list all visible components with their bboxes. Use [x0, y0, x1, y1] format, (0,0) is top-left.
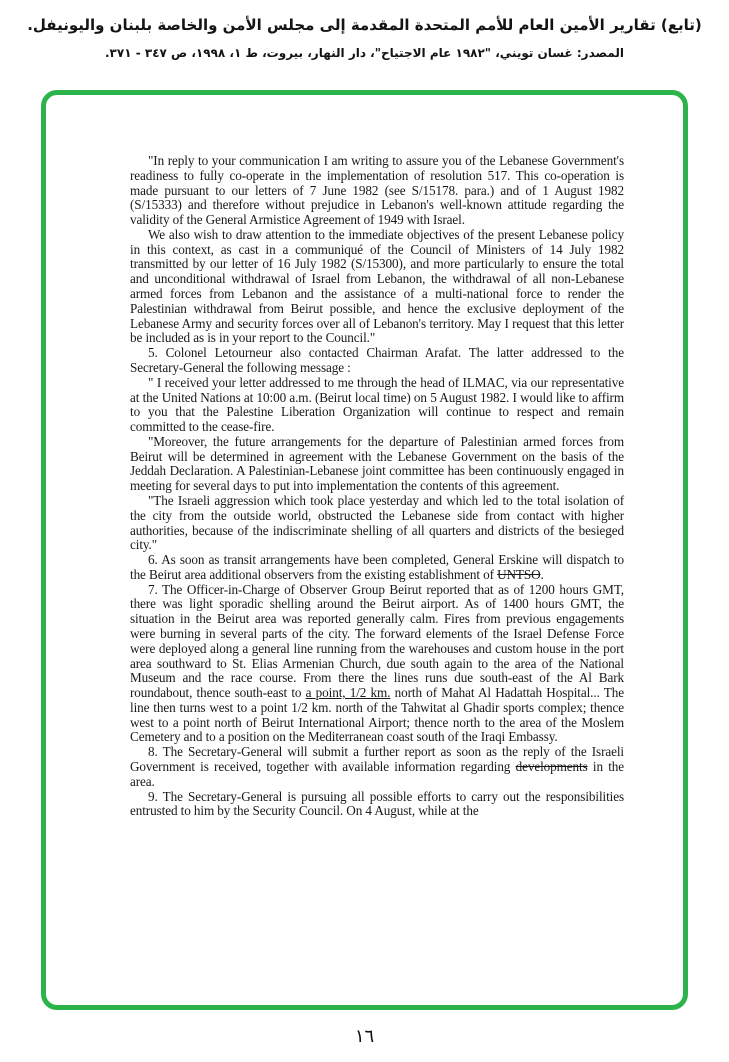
page-number: ١٦ — [354, 1026, 375, 1047]
header-title-arabic: (تابع) تقارير الأمين العام للأمم المتحدة المقدمة إلى مجلس الأمن والخاصة بلبنان واليونيفل. — [27, 16, 702, 34]
header-source-arabic: المصدر: غسان تويني، "١٩٨٢ عام الاجتياح"، دار النهار، بيروت، ط ١، ١٩٩٨، ص ٣٤٧ - ٣٧١. — [104, 45, 624, 60]
paragraph-4 — [130, 376, 624, 435]
paragraph-9-post: in the area. — [130, 759, 625, 789]
paragraph-1-text: "In reply to your communication I am writing to assure you of the Lebanese Government's readiness to fully co-operate in the implementation of resolution 517. This co-operation is made pursuant to our letters of 7 June 1982 (see S/15178. para.) and of 1 August 1982 (S/15333) and therefore without prejudice in Lebanon's well-known attitude regarding the validity of the General Armistice Agreement of 1949 with Israel. — [130, 153, 624, 228]
paragraph-4-text: " I received your letter addressed to me through the head of ILMAC, via our representative at the United Nations at 10:00 a.m. (Beirut local time) on 5 August 1982. I would like to affirm to you that the Palestine Liberation Organization will continue to respect and remain committed to the cease-fire. — [130, 374, 624, 435]
paragraph-7 — [130, 553, 624, 583]
paragraph-5 — [130, 435, 624, 494]
paragraph-8-underlined-text: a point, 1/2 km. — [305, 685, 391, 701]
paragraph-7-pre: 6. As soon as transit arrangements have been completed, General Erskine will dispatch to the Beirut area additional observers from the existing establishment of — [130, 552, 624, 582]
paragraph-8-post: north of Mahat Al Hadattah Hospital... The line then turns west to a point 1/2 km. north of the Tahwitat al Ghadir sports complex; thence west to a point north of Beirut International Airport; thence north to the area of the Moslem Cemetery and to a position on the Mediterranean coast south of the Iraqi Embassy. — [130, 685, 624, 745]
paragraph-9-pre: 8. The Secretary-General will submit a further report as soon as the reply of the Israeli Government is received, together with available information regarding — [130, 744, 624, 775]
paragraph-10 — [130, 790, 624, 820]
paragraph-7-post: . — [540, 566, 544, 582]
paragraph-8-pre: 7. The Officer-in-Charge of Observer Group Beirut reported that as of 1200 hours GMT, there was light sporadic shelling around the Beirut airport. As of 1400 hours GMT, the situation in the Beirut area was reported generally calm. Fires from previous engagements were burning in several parts of the city. The forward elements of the Israel Defense Force were deployed along a general line running from the warehouses and custom house in the port area southward to St. Elias Armenian Church, due south again to the area of the National Museum and the race course. From there the lines runs due south-east of the Al Bark roundabout, thence south-east to — [130, 581, 624, 701]
paragraph-3-text: 5. Colonel Letourneur also contacted Chairman Arafat. The latter addressed to the Secretary-General the following message : — [130, 345, 624, 375]
paragraph-9 — [130, 745, 624, 789]
paragraph-6 — [130, 494, 624, 553]
paragraph-10-text: 9. The Secretary-General is pursuing all possible efforts to carry out the responsibilities entrusted to him by the Security Council. On 4 August, while at the — [130, 788, 624, 819]
paragraph-7-struck-word: UNTSO — [497, 566, 541, 582]
paragraph-2 — [130, 228, 624, 346]
paragraph-8 — [130, 583, 624, 746]
paragraph-6-text: "The Israeli aggression which took place yesterday and which led to the total isolation of the city from the outside world, obstructed the Lebanese side from contact with higher authorities, because of the indiscriminate shelling of all quarters and districts of the besieged city." — [130, 492, 624, 553]
paragraph-1 — [130, 154, 624, 228]
arabic-header — [0, 16, 729, 61]
paragraph-2-text: We also wish to draw attention to the immediate objectives of the present Lebanese policy in this context, as cast in a communiqué of the Council of Ministers of 14 July 1982 transmitted by our letter of 16 July 1982 (S/15300), and more particularly to ensure the total and unconditional withdrawal of Israel from Lebanon, the withdrawal of all non-Lebanese armed forces from Lebanon and the assistance of a multi-national force to render the Palestinian withdrawal from Beirut possible, and hence the exclusive deployment of the Lebanese Army and security forces over all of Lebanon's territory. May I request that this letter be included as is in your report to the Council." — [130, 226, 624, 346]
paragraph-9-struck-word: developments — [515, 759, 588, 775]
paragraph-5-text: "Moreover, the future arrangements for the departure of Palestinian armed forces from Beirut will be determined in agreement with the Lebanese Government on the basis of the Jeddah Declaration. A Palestinian-Lebanese joint committee has been continuously engaged in meeting for several days to put into implementation the contents of this agreement. — [130, 433, 624, 494]
document-body — [130, 154, 624, 819]
paragraph-3 — [130, 346, 624, 376]
